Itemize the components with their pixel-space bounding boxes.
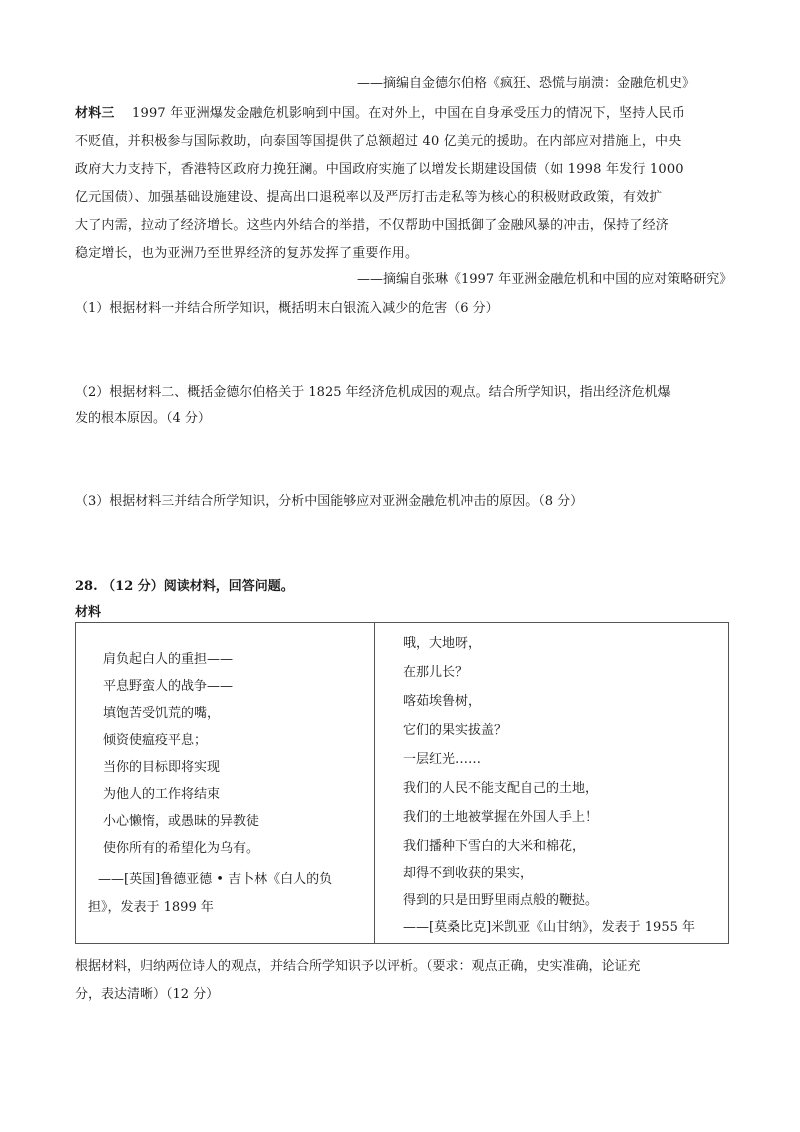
poem-left-line: 当你的目标即将实现	[103, 760, 221, 775]
material3-line: 大了内需，拉动了经济增长。这些内外结合的举措，不仅帮助中国抵御了金融风暴的冲击，保持了经济	[75, 218, 670, 233]
poem-right-line: 我们的人民不能支配自己的土地，	[403, 781, 599, 796]
poem-right-line: 却得不到收获的果实，	[403, 866, 534, 881]
material3-source: ——摘编自张琳《1997 年亚洲金融危机和中国的应对策略研究》	[357, 272, 733, 287]
poem-left-line: 肩负起白人的重担——	[103, 652, 234, 667]
poem-right-line: 得到的只是田野里雨点般的鞭挞。	[403, 893, 599, 908]
poem-right-line: 在那儿长？	[403, 665, 469, 680]
poem-left-line: 使你所有的希望化为乌有。	[103, 841, 260, 856]
material3-line: 稳定增长，也为亚洲乃至世界经济的复苏发挥了重要作用。	[75, 246, 419, 261]
poem-left-line: 平息野蛮人的战争——	[103, 679, 234, 694]
poem-right-line: 喀茹埃鲁树，	[403, 694, 482, 709]
poem-right-line: 哦，大地呀，	[403, 636, 482, 651]
material3-line: 不贬值，并积极参与国际救助，向泰国等国提供了总额超过 40 亿美元的援助。在内部应对措施上，中央	[75, 134, 682, 149]
poem-right-attribution: ——[莫桑比克]米凯亚《山甘纳》，发表于 1955 年	[403, 920, 695, 935]
material2-source: ——摘编自金德尔伯格《疯狂、恐慌与崩溃：金融危机史》	[357, 76, 696, 91]
poem-right-line: 我们播种下雪白的大米和棉花，	[403, 839, 586, 854]
question-2-line2: 发的根本原因。（4 分）	[75, 411, 211, 426]
material3-line: 政府大力支持下，香港特区政府力挽狂澜。中国政府实施了以增发长期建设国债（如 1998 年发行 1000	[75, 162, 684, 177]
poem-right-line: 它们的果实拔盖？	[403, 723, 508, 738]
question-3: （3）根据材料三并结合所学知识，分析中国能够应对亚洲金融危机冲击的原因。（8 分）	[75, 494, 584, 509]
poem-left-attribution: 担》，发表于 1899 年	[88, 900, 214, 915]
poem-table-divider	[374, 622, 375, 944]
poem-right-line: 我们的土地被掌握在外国人手上！	[403, 810, 599, 825]
question-28-instruction-line1: 根据材料，归纳两位诗人的观点，并结合所学知识予以评析。（要求：观点正确，史实准确，论证充	[75, 959, 641, 974]
material3-line: 1997 年亚洲爆发金融危机影响到中国。在对外上，中国在自身承受压力的情况下，坚持人民币	[132, 106, 686, 121]
question-1: （1）根据材料一并结合所学知识，概括明末白银流入减少的危害（6 分）	[75, 301, 499, 316]
poem-left-attribution: ——[英国]鲁德亚德 • 吉卜林《白人的负	[98, 872, 333, 887]
poem-left-line: 小心懒惰，或愚昧的异教徒	[103, 814, 260, 829]
material3-line: 亿元国债）、加强基础设施建设、提高出口退税率以及严厉打击走私等为核心的积极财政政策，有效扩	[75, 190, 663, 205]
material3-label: 材料三	[75, 106, 115, 121]
poem-left-line: 填饱苦受饥荒的嘴，	[103, 706, 221, 721]
poem-left-line: 为他人的工作将结束	[103, 787, 221, 802]
poem-right-line: 一层红光……	[403, 752, 482, 767]
question-2-line1: （2）根据材料二、概括金德尔伯格关于 1825 年经济危机成因的观点。结合所学知识，指出经济危机爆	[75, 385, 671, 400]
question-28-heading: 28. （12 分）阅读材料，回答问题。	[75, 579, 294, 594]
material-label: 材料	[75, 605, 102, 620]
question-28-instruction-line2: 分，表达清晰）（12 分）	[75, 987, 220, 1002]
poem-left-line: 倾资使瘟疫平息；	[103, 733, 208, 748]
